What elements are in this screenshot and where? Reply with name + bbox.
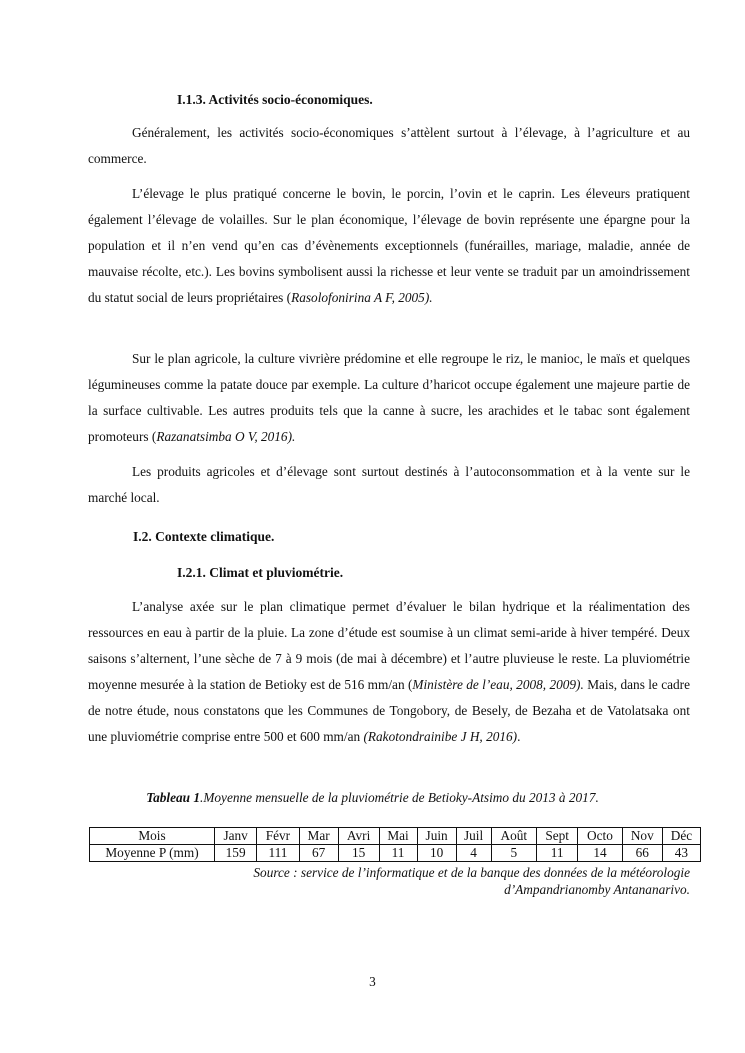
table-value-cell: 11 [379,845,417,862]
table-value-cell: 159 [215,845,257,862]
table-month-cell: Mar [299,828,338,845]
table-month-cell: Juil [456,828,491,845]
table-value-row [90,845,701,862]
table-month-cell: Nov [622,828,662,845]
table-value-cell: 67 [299,845,338,862]
table-month-cell: Août [491,828,537,845]
paragraph-agriculture [88,346,690,450]
table-month-cell: Sept [537,828,578,845]
table-caption-label: Tableau 1 [146,790,200,805]
table-caption [0,790,745,806]
table-month-cell: Octo [578,828,622,845]
citation-ministere: Ministère de l’eau, 2008, 2009). [412,677,584,692]
page-number: 3 [369,974,376,989]
paragraph-products: Les produits agricoles et d’élevage sont surtout destinés à l’autoconsommation et à la vente sur le marché local. [88,464,690,505]
paragraph-climate-text-1: L’analyse axée sur le plan climatique permet d’évaluer le bilan hydrique et la réalimentation des ressources en eau à partir de la pluie. La zone d’étude est soumise à un climat semi-aride à hiver tempéré. Deux saisons s’alternent, l’une sèche de 7 à 9 mois (de mai à décembre) et l’autre pluvieuse le reste. La pluviométrie moyenne mesurée à la station de Betioky est de 516 mm/an ( [88,599,690,692]
table-month-cell: Janv [215,828,257,845]
rainfall-table [89,827,701,862]
table-value-cell: 4 [456,845,491,862]
citation-rasolofonirina: Rasolofonirina A F, 2005). [291,290,433,305]
paragraph-climate [88,594,690,750]
table-value-cell: 14 [578,845,622,862]
table-source [170,864,690,898]
citation-razanatsimba: Razanatsimba O V, 2016). [156,429,296,444]
table-month-cell: Déc [662,828,700,845]
table-header-label: Mois [90,828,215,845]
section-heading-1-1-3: I.1.3. Activités socio-économiques. [177,92,373,107]
table-caption-text: .Moyenne mensuelle de la pluviométrie de Betioky-Atsimo du 2013 à 2017. [200,790,599,805]
table-value-cell: 111 [257,845,299,862]
table-month-cell: Avri [338,828,379,845]
paragraph-climate-text-2: Mais, dans le cadre de notre étude, nous constatons que les Communes de Tongobory, de Besely, de Bezaha et de Vatolatsaka ont une pluviométrie comprise entre 500 et 600 mm/an [88,677,690,744]
paragraph-activities-intro: Généralement, les activités socio-économiques s’attèlent surtout à l’élevage, à l’agriculture et au commerce. [88,125,690,166]
paragraph-agriculture-text: Sur le plan agricole, la culture vivrière prédomine et elle regroupe le riz, le manioc, le maïs et quelques légumineuses comme la patate douce par exemple. La culture d’haricot occupe également une majeure partie de la surface cultivable. Les autres produits tels que la canne à sucre, les arachides et le tabac sont également promoteurs ( [88,351,690,444]
table-value-cell: 10 [417,845,456,862]
table-value-cell: 43 [662,845,700,862]
table-month-cell: Juin [417,828,456,845]
table-month-cell: Mai [379,828,417,845]
section-heading-1-2: I.2. Contexte climatique. [133,529,275,544]
paragraph-livestock-text: L’élevage le plus pratiqué concerne le bovin, le porcin, l’ovin et le caprin. Les éleveurs pratiquent également l’élevage de volailles. Sur le plan économique, l’élevage de bovin représente une épargne pour la population et il n’en vend qu’en cas d’évènements exceptionnels (funérailles, mariage, maladie, année de mauvaise récolte, etc.). Les bovins symbolisent aussi la richesse et leur vente se traduit par un amoindrissement du statut social de leurs propriétaires ( [88,186,690,305]
table-row-label: Moyenne P (mm) [90,845,215,862]
table-value-cell: 15 [338,845,379,862]
citation-rakotondrainibe: (Rakotondrainibe J H, 2016) [363,729,518,744]
table-source-line-1: Source : service de l’informatique et de la banque des données de la météorologie [253,865,690,880]
section-heading-1-2-1: I.2.1. Climat et pluviométrie. [177,565,344,580]
table-source-line-2: d’Ampandrianomby Antananarivo. [504,882,690,897]
paragraph-climate-end: . [517,729,521,744]
table-value-cell: 11 [537,845,578,862]
table-value-cell: 66 [622,845,662,862]
table-value-cell: 5 [491,845,537,862]
paragraph-livestock [88,181,690,311]
table-header-row [90,828,701,845]
table-month-cell: Févr [257,828,299,845]
